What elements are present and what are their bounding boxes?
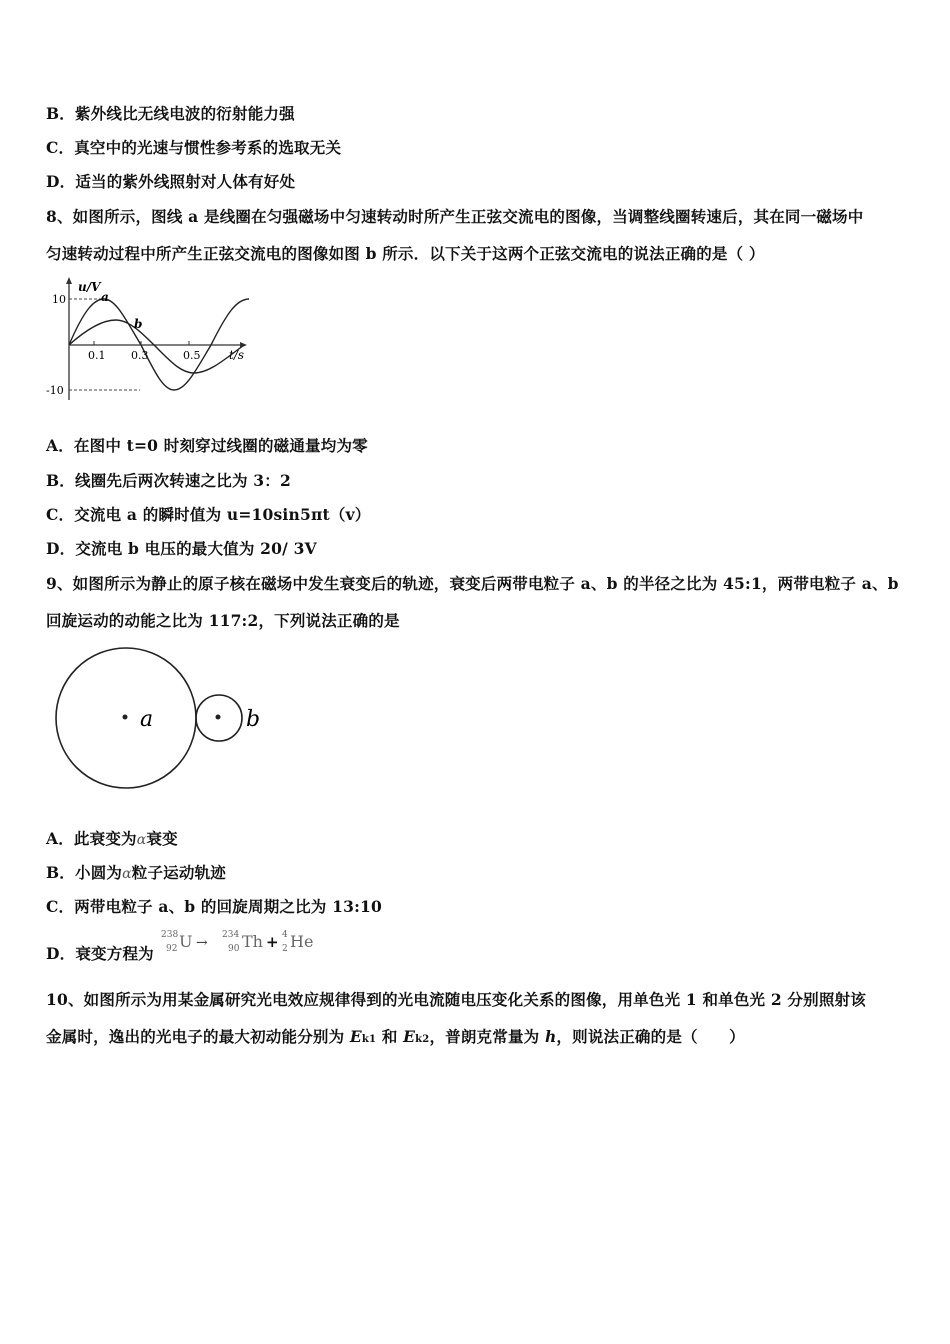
svg-text:+: + [266, 933, 279, 951]
decay-equation [158, 926, 318, 956]
y-bottom-label: -10 [46, 384, 64, 397]
label-b: b [246, 707, 261, 732]
tick-label: 0.3 [131, 349, 149, 362]
q8-option-a: A．在图中 t=0 时刻穿过线圈的磁通量均为零 [46, 436, 368, 455]
y-axis-label: u/V [78, 280, 101, 294]
alpha-symbol: α [136, 832, 147, 848]
curve-b-label: b [134, 317, 143, 331]
curve-a-label: a [101, 290, 109, 304]
x-axis-label: t/s [229, 348, 245, 362]
svg-text:2: 2 [282, 944, 288, 954]
q8-option-c: C．交流电 a 的瞬时值为 u=10sin5πt（v） [46, 505, 371, 524]
center-dot-a [123, 715, 128, 720]
q10-stem-line1: 10、如图所示为用某金属研究光电效应规律得到的光电流随电压变化关系的图像，用单色光 1 和单色光 2 分别照射该 [46, 990, 866, 1009]
q7-option-b: B．紫外线比无线电波的衍射能力强 [46, 104, 295, 123]
q9-stem-line2: 回旋运动的动能之比为 117:2，下列说法正确的是 [46, 611, 400, 630]
q7-option-c: C．真空中的光速与惯性参考系的选取无关 [46, 138, 342, 157]
y-axis-arrow-icon [66, 277, 72, 284]
svg-text:234: 234 [222, 930, 240, 940]
q9-option-a: A．此衰变为α衰变 [46, 829, 178, 848]
svg-text:90: 90 [228, 944, 240, 954]
curve-b [69, 320, 244, 373]
q8-option-d: D．交流电 b 电压的最大值为 20/ 3V [46, 539, 317, 558]
alpha-symbol: α [122, 866, 132, 882]
q9-option-c: C．两带电粒子 a、b 的回旋周期之比为 13:10 [46, 897, 382, 916]
q9-stem-line1: 9、如图所示为静止的原子核在磁场中发生衰变后的轨迹，衰变后两带电粒子 a、b 的半径之比为 45:1，两带电粒子 a、b [46, 574, 899, 593]
q9-track-diagram [50, 640, 270, 800]
q8-stem-line2: 匀速转动过程中所产生正弦交流电的图像如图 b 所示．以下关于这两个正弦交流电的说法正确的是（ ） [46, 244, 765, 263]
q8-option-b: B．线圈先后两次转速之比为 3：2 [46, 471, 291, 490]
q10-stem-line2: 金属时，逸出的光电子的最大初动能分别为 Ek1 和 Ek2，普朗克常量为 h，则说法正确的是（ ） [46, 1027, 745, 1046]
svg-text:Th: Th [242, 932, 263, 951]
q9-option-b: B．小圆为α粒子运动轨迹 [46, 863, 226, 882]
svg-text:U: U [179, 932, 193, 951]
tick-label: 0.1 [88, 349, 106, 362]
center-dot-b [216, 715, 221, 720]
svg-text:He: He [290, 932, 314, 951]
svg-text:238: 238 [161, 930, 179, 940]
q7-option-d: D．适当的紫外线照射对人体有好处 [46, 172, 296, 191]
q8-stem-line1: 8、如图所示，图线 a 是线圈在匀强磁场中匀速转动时所产生正弦交流电的图像，当调整线圈转速后，其在同一磁场中 [46, 207, 864, 226]
svg-text:92: 92 [166, 944, 178, 954]
tick-label: 0.5 [183, 349, 201, 362]
arrow-icon: → [196, 935, 208, 951]
q8-ac-graph [44, 275, 254, 405]
q9-option-d-label: D．衰变方程为 [46, 944, 154, 963]
svg-text:4: 4 [282, 930, 288, 940]
y-top-label: 10 [52, 293, 66, 306]
label-a: a [140, 707, 154, 732]
